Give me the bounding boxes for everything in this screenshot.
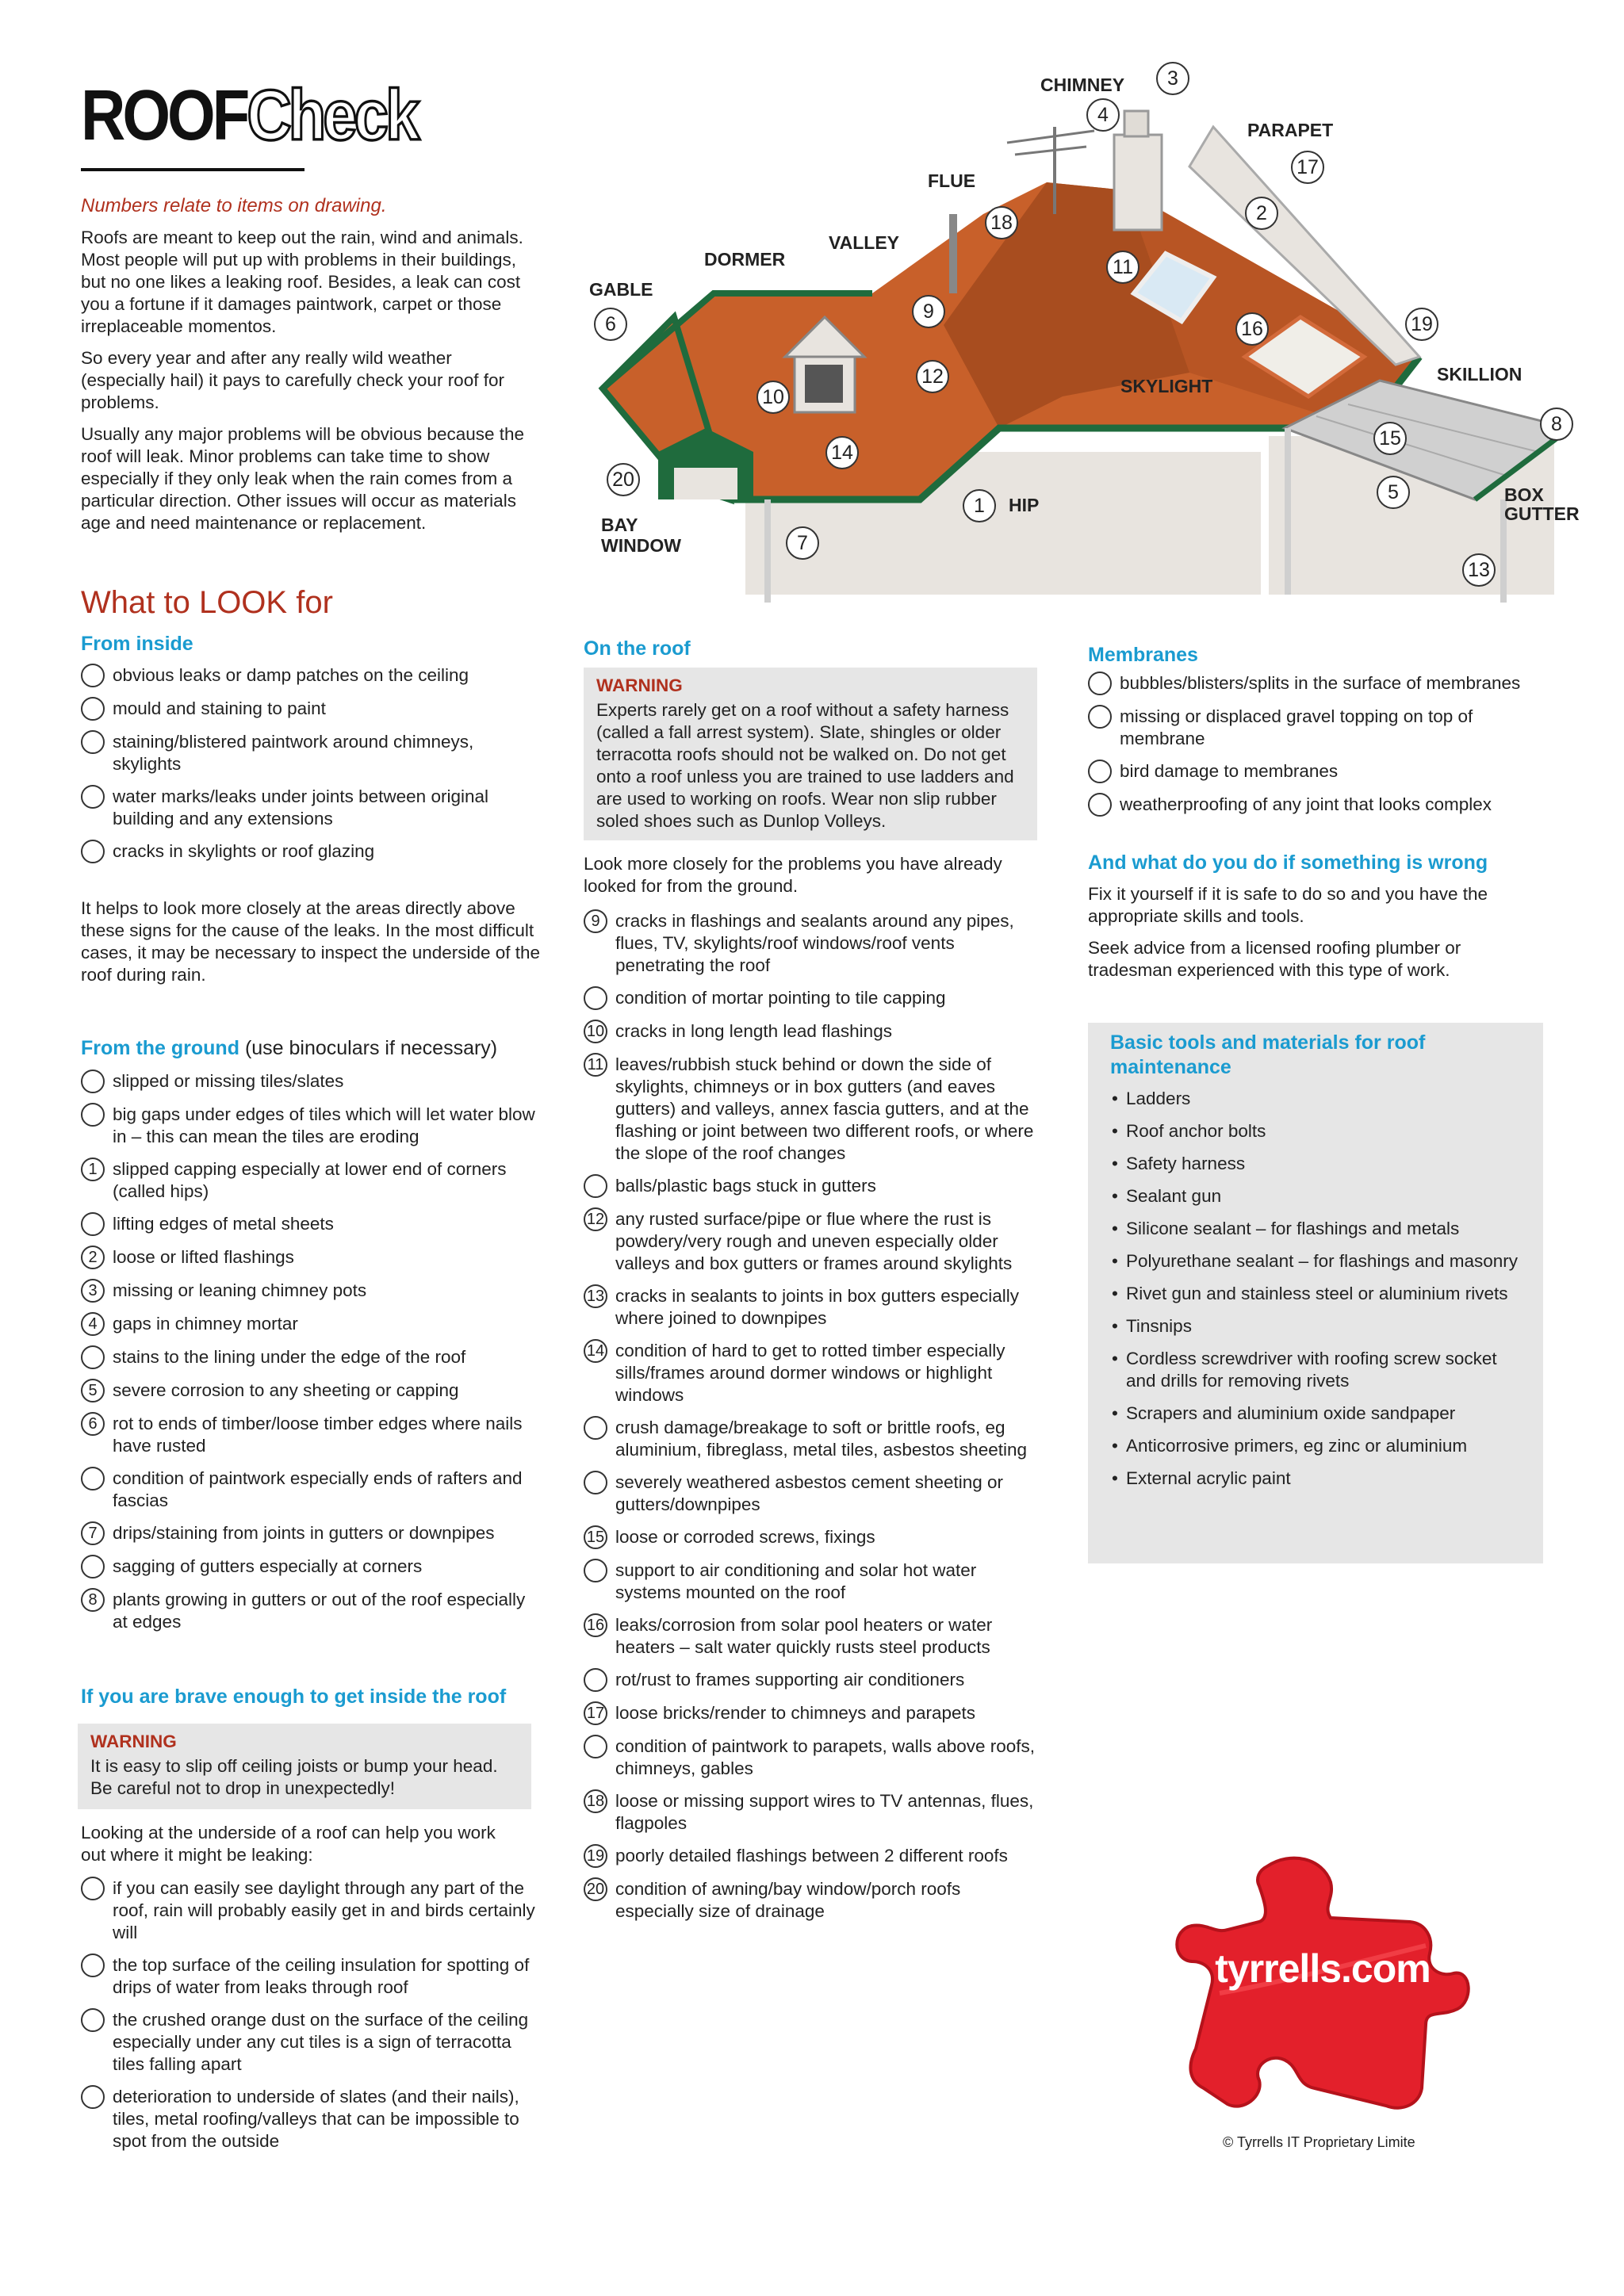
label-bay: BAY [601, 515, 638, 535]
intro-text [81, 227, 541, 534]
label-hip: HIP [1009, 495, 1040, 515]
checklist-item [81, 698, 541, 721]
checklist-item [81, 1380, 541, 1402]
label-gutter: GUTTER [1504, 503, 1580, 524]
checklist-item [81, 1522, 541, 1545]
callout-1: 1 [963, 489, 996, 522]
callout-19: 19 [1405, 308, 1438, 341]
inside-roof-list [81, 1877, 541, 2163]
callout-9: 9 [912, 295, 945, 328]
item-text: mould and staining to paint [113, 698, 326, 718]
checkbox-icon[interactable] [81, 785, 105, 809]
item-text: condition of paintwork especially ends of rafters and fascias [113, 1468, 523, 1510]
tool-item: • Scrapers and aluminium oxide sandpaper [1110, 1402, 1521, 1425]
callout-20: 20 [607, 463, 640, 496]
tool-item: • Tinsnips [1110, 1315, 1521, 1337]
checklist-item [584, 1054, 1036, 1165]
item-text: any rusted surface/pipe or flue where the rust is powdery/very rough and uneven especially older valleys and box gutters or frames around skylights [615, 1209, 1013, 1273]
callout-12: 12 [916, 360, 949, 393]
item-text: slipped or missing tiles/slates [113, 1071, 344, 1091]
tyrrells-logo-text: tyrrells.com [1215, 1946, 1431, 1991]
checkbox-icon[interactable] [81, 2008, 105, 2032]
item-text: the crushed orange dust on the surface of the ceiling especially under any cut tiles is a sign of terracotta tiles falling apart [113, 2010, 529, 2074]
checklist-item [584, 1878, 1036, 1923]
item-text: support to air conditioning and solar hot water systems mounted on the roof [615, 1560, 977, 1602]
tool-item: • Rivet gun and stainless steel or aluminium rivets [1110, 1283, 1521, 1305]
checklist-item [584, 910, 1036, 977]
checklist-item [81, 1877, 541, 1944]
checkbox-icon[interactable] [584, 1735, 607, 1758]
callout-15: 15 [1373, 422, 1407, 455]
tools-box [1088, 1023, 1543, 1563]
wrong-paragraph: Seek advice from a licensed roofing plumber or tradesman experienced with this type of work. [1088, 938, 1461, 980]
item-text: obvious leaks or damp patches on the ceiling [113, 665, 469, 685]
checklist-item [81, 1158, 541, 1203]
checklist-item [584, 1790, 1036, 1835]
item-text: cracks in sealants to joints in box gutters especially where joined to downpipes [615, 1286, 1019, 1328]
checkbox-icon[interactable]: 13 [584, 1284, 607, 1308]
checklist-item [81, 664, 541, 687]
checklist-item [584, 1285, 1036, 1330]
tool-item: • External acrylic paint [1110, 1468, 1521, 1490]
item-text: loose or lifted flashings [113, 1247, 294, 1267]
roof-illustration [587, 55, 1618, 610]
item-text: missing or displaced gravel topping on top of membrane [1120, 706, 1473, 748]
item-text: bubbles/blisters/splits in the surface of membranes [1120, 673, 1521, 693]
item-text: staining/blistered paintwork around chimneys, skylights [113, 732, 474, 774]
logo-underline [81, 168, 304, 171]
item-text: big gaps under edges of tiles which will let water blow in – this can mean the tiles are eroding [113, 1104, 535, 1146]
item-text: severely weathered asbestos cement sheeting or gutters/downpipes [615, 1472, 1004, 1514]
label-valley: VALLEY [829, 232, 900, 253]
checkbox-icon[interactable]: 18 [584, 1789, 607, 1813]
callout-3: 3 [1156, 62, 1189, 95]
label-gable: GABLE [589, 279, 653, 300]
checklist-item [584, 1340, 1036, 1406]
tool-item: • Polyurethane sealant – for flashings and masonry [1110, 1250, 1521, 1272]
checkbox-icon[interactable]: 6 [81, 1412, 105, 1436]
item-text: slipped capping especially at lower end of corners (called hips) [113, 1159, 507, 1201]
item-text: poorly detailed flashings between 2 different roofs [615, 1846, 1008, 1866]
label-skillion: SKILLION [1437, 364, 1522, 385]
checklist-item [81, 1280, 541, 1303]
checkbox-icon[interactable]: 17 [584, 1701, 607, 1725]
label-box: BOX [1504, 484, 1544, 505]
inside-roof-note: Looking at the underside of a roof can help you work out where it might be leaking: [81, 1823, 496, 1865]
checkbox-icon[interactable]: 2 [81, 1246, 105, 1269]
checklist-item [584, 1669, 1036, 1692]
checkbox-icon[interactable]: 3 [81, 1279, 105, 1303]
tool-item: • Silicone sealant – for flashings and metals [1110, 1218, 1521, 1240]
inside-roof-warning [78, 1724, 531, 1809]
checkbox-icon[interactable] [81, 1954, 105, 1977]
checkbox-icon[interactable] [81, 1212, 105, 1236]
item-text: leaks/corrosion from solar pool heaters or water heaters – salt water quickly rusts steel products [615, 1615, 993, 1657]
checkbox-icon[interactable] [81, 1877, 105, 1900]
callout-16: 16 [1235, 312, 1269, 346]
checklist-item [584, 987, 1036, 1010]
item-text: balls/plastic bags stuck in gutters [615, 1176, 876, 1196]
checkbox-icon[interactable] [1088, 705, 1112, 729]
checklist-item [584, 1208, 1036, 1275]
label-chimney: CHIMNEY [1040, 75, 1125, 95]
checkbox-icon[interactable]: 16 [584, 1613, 607, 1637]
on-roof-note: Look more closely for the problems you have already looked for from the ground. [584, 854, 1002, 896]
checklist-item [81, 1556, 541, 1578]
checklist-item [584, 1702, 1036, 1725]
tool-item: • Ladders [1110, 1088, 1521, 1110]
checklist-item [81, 1104, 541, 1148]
intro-paragraph: Roofs are meant to keep out the rain, wind and animals. Most people will put up with problems in their buildings, but no one likes a leaking roof. Besides, a leak can cost you a fortune if it damages paintwork, carpet or those irreplaceable momentos. [81, 228, 523, 336]
label-window: WINDOW [601, 535, 681, 556]
checkbox-icon[interactable] [81, 1070, 105, 1093]
item-text: drips/staining from joints in gutters or downpipes [113, 1523, 495, 1543]
item-text: condition of mortar pointing to tile capping [615, 988, 946, 1008]
checklist-item [584, 1614, 1036, 1659]
warning-title: WARNING [596, 675, 683, 695]
callout-4: 4 [1086, 98, 1120, 132]
checklist-item [584, 1845, 1036, 1868]
callout-17: 17 [1291, 151, 1324, 184]
checkbox-icon[interactable]: 14 [584, 1339, 607, 1363]
warning-title: WARNING [90, 1732, 177, 1751]
item-text: lifting edges of metal sheets [113, 1214, 334, 1234]
checklist-item [584, 1559, 1036, 1604]
from-inside-note: It helps to look more closely at the areas directly above these signs for the cause of the leaks. In the most difficult cases, it may be necessary to inspect the underside of the roof during rain. [81, 898, 541, 985]
look-for-title: What to LOOK for [81, 585, 333, 620]
warning-text: It is easy to slip off ceiling joists or bump your head. Be careful not to drop in unexpectedly! [90, 1756, 498, 1798]
item-text: cracks in flashings and sealants around any pipes, flues, TV, skylights/roof windows/roof vents penetrating the roof [615, 911, 1014, 975]
label-dormer: DORMER [704, 249, 786, 270]
checkbox-icon[interactable] [81, 1103, 105, 1127]
tool-item: • Roof anchor bolts [1110, 1120, 1521, 1142]
callout-6: 6 [594, 308, 627, 341]
checkbox-icon[interactable]: 1 [81, 1158, 105, 1181]
checklist-item [81, 1313, 541, 1336]
tool-item: • Safety harness [1110, 1153, 1521, 1175]
checkbox-icon[interactable] [584, 1559, 607, 1582]
checkbox-icon[interactable]: 20 [584, 1877, 607, 1901]
item-text: if you can easily see daylight through any part of the roof, rain will probably easily get in and birds certainly will [113, 1878, 535, 1942]
wrong-paragraph: Fix it yourself if it is safe to do so and you have the appropriate skills and tools. [1088, 884, 1488, 926]
checklist-item [1088, 760, 1548, 783]
item-text: crush damage/breakage to soft or brittle roofs, eg aluminium, fibreglass, metal tiles, asbestos sheeting [615, 1418, 1027, 1460]
checkbox-icon[interactable]: 12 [584, 1207, 607, 1231]
checklist-item [584, 1020, 1036, 1043]
checkbox-icon[interactable] [1088, 672, 1112, 695]
intro-paragraph: Usually any major problems will be obvious because the roof will leak. Minor problems can take time to show especially if they only leak when the rain comes from a particular direction. Other issues will occur as materials age and need maintenance or replacement. [81, 424, 525, 533]
checklist-item [1088, 672, 1548, 695]
logo-roof-text: ROOF [81, 75, 247, 155]
checkbox-icon[interactable] [1088, 760, 1112, 783]
wrong-heading: And what do you do if something is wrong [1088, 851, 1488, 874]
checkbox-icon[interactable] [584, 1668, 607, 1692]
callout-13: 13 [1462, 553, 1496, 587]
checklist-item [584, 1175, 1036, 1198]
from-ground-heading-text: From the ground [81, 1037, 239, 1059]
checkbox-icon[interactable] [81, 840, 105, 863]
item-text: cracks in long length lead flashings [615, 1021, 892, 1041]
checkbox-icon[interactable] [81, 730, 105, 754]
checkbox-icon[interactable] [81, 1555, 105, 1578]
item-text: stains to the lining under the edge of the roof [113, 1347, 466, 1367]
from-ground-heading-note: (use binoculars if necessary) [244, 1037, 498, 1059]
checklist-item [81, 1346, 541, 1369]
from-inside-list [81, 664, 541, 874]
item-text: weatherproofing of any joint that looks complex [1120, 794, 1492, 814]
checkbox-icon[interactable]: 4 [81, 1312, 105, 1336]
callout-7: 7 [786, 526, 819, 560]
callout-14: 14 [825, 436, 859, 469]
checkbox-icon[interactable] [584, 1416, 607, 1440]
checkbox-icon[interactable]: 7 [81, 1521, 105, 1545]
tool-item: • Anticorrosive primers, eg zinc or aluminium [1110, 1435, 1521, 1457]
checkbox-icon[interactable]: 9 [584, 909, 607, 933]
checkbox-icon[interactable]: 10 [584, 1020, 607, 1043]
label-skylight: SKYLIGHT [1120, 376, 1213, 396]
item-text: sagging of gutters especially at corners [113, 1556, 423, 1576]
callout-10: 10 [756, 381, 790, 414]
item-text: condition of hard to get to rotted timber especially sills/frames around dormer windows or highlight windows [615, 1341, 1005, 1405]
checkbox-icon[interactable]: 11 [584, 1053, 607, 1077]
item-text: gaps in chimney mortar [113, 1314, 298, 1334]
wrong-text [1088, 883, 1540, 982]
checklist-item [81, 2009, 541, 2076]
from-inside-heading: From inside [81, 633, 193, 655]
callout-18: 18 [985, 206, 1018, 239]
callout-2: 2 [1245, 197, 1278, 230]
on-roof-warning [584, 668, 1037, 840]
item-text: rot/rust to frames supporting air conditioners [615, 1670, 965, 1689]
checklist-item [81, 731, 541, 775]
checklist-item [81, 2086, 541, 2152]
checkbox-icon[interactable] [584, 1471, 607, 1494]
checklist-item [81, 1070, 541, 1093]
item-text: water marks/leaks under joints between original building and any extensions [113, 786, 488, 828]
item-text: plants growing in gutters or out of the roof especially at edges [113, 1590, 526, 1632]
logo-check-text: Check [247, 75, 417, 155]
checklist-item [81, 1589, 541, 1633]
item-text: cracks in skylights or roof glazing [113, 841, 375, 861]
checklist-item [81, 1954, 541, 1999]
checkbox-icon[interactable] [81, 1467, 105, 1490]
checklist-item [81, 1246, 541, 1269]
membranes-heading: Membranes [1088, 644, 1198, 666]
warning-text: Experts rarely get on a roof without a safety harness (called a fall arrest system). Slate, shingles or older terracotta roofs should not be walked on. Do not get onto a roof unless you are trained to use ladders and are used to working on roofs. Wear non slip rubber soled shoes such as Dunlop Volleys. [596, 700, 1014, 831]
tool-item: • Cordless screwdriver with roofing screw socket and drills for removing rivets [1110, 1348, 1521, 1392]
checkbox-icon[interactable]: 19 [584, 1844, 607, 1868]
roof-diagram [587, 55, 1618, 610]
checkbox-icon[interactable] [584, 1174, 607, 1198]
checklist-item [584, 1735, 1036, 1780]
item-text: bird damage to membranes [1120, 761, 1339, 781]
numbers-note: Numbers relate to items on drawing. [81, 195, 387, 216]
checklist-item [81, 1413, 541, 1457]
tyrrells-logo [1172, 1850, 1473, 2120]
item-text: loose or missing support wires to TV antennas, flues, flagpoles [615, 1791, 1034, 1833]
item-text: missing or leaning chimney pots [113, 1280, 367, 1300]
checklist-item [81, 1213, 541, 1236]
callout-11: 11 [1106, 251, 1139, 284]
item-text: loose bricks/render to chimneys and parapets [615, 1703, 975, 1723]
checkbox-icon[interactable] [81, 1345, 105, 1369]
item-text: condition of paintwork to parapets, walls above roofs, chimneys, gables [615, 1736, 1036, 1778]
checkbox-icon[interactable]: 15 [584, 1525, 607, 1549]
checkbox-icon[interactable] [81, 664, 105, 687]
copyright: © Tyrrells IT Proprietary Limite [1223, 2134, 1415, 2150]
inside-roof-heading: If you are brave enough to get inside the roof [81, 1686, 507, 1708]
on-roof-list [584, 910, 1036, 1933]
checklist-item [1088, 794, 1548, 817]
checklist-item [81, 840, 541, 863]
label-flue: FLUE [928, 170, 976, 191]
checklist-item [584, 1526, 1036, 1549]
checkbox-icon[interactable] [1088, 793, 1112, 817]
item-text: condition of awning/bay window/porch roofs especially size of drainage [615, 1879, 961, 1921]
label-parapet: PARAPET [1247, 120, 1334, 140]
checklist-item [81, 786, 541, 830]
roofcheck-logo [81, 75, 417, 155]
checklist-item [1088, 706, 1548, 750]
callout-5: 5 [1377, 476, 1410, 509]
callout-8: 8 [1540, 408, 1573, 441]
item-text: the top surface of the ceiling insulation for spotting of drips of water from leaks through roof [113, 1955, 530, 1997]
item-text: deterioration to underside of slates (and their nails), tiles, metal roofing/valleys that can be impossible to spot from the outside [113, 2087, 519, 2151]
checkbox-icon[interactable]: 5 [81, 1379, 105, 1402]
on-roof-heading: On the roof [584, 637, 691, 660]
intro-paragraph: So every year and after any really wild weather (especially hail) it pays to carefully check your roof for problems. [81, 348, 504, 412]
tools-heading: Basic tools and materials for roof maintenance [1110, 1031, 1426, 1078]
checkbox-icon[interactable]: 8 [81, 1588, 105, 1612]
item-text: loose or corroded screws, fixings [615, 1527, 875, 1547]
membranes-list [1088, 672, 1548, 827]
checklist-item [584, 1471, 1036, 1516]
checkbox-icon[interactable] [81, 697, 105, 721]
checkbox-icon[interactable] [584, 986, 607, 1010]
item-text: rot to ends of timber/loose timber edges where nails have rusted [113, 1414, 523, 1456]
checkbox-icon[interactable] [81, 2085, 105, 2109]
item-text: severe corrosion to any sheeting or capping [113, 1380, 459, 1400]
tool-item: • Sealant gun [1110, 1185, 1521, 1207]
item-text: leaves/rubbish stuck behind or down the side of skylights, chimneys or in box gutters (and eaves gutters) and valleys, annex fascia gutters, and at the flashing or joint between two different roofs, or where the slope of the roof changes [615, 1054, 1034, 1163]
from-ground-list [81, 1070, 541, 1644]
checklist-item [81, 1468, 541, 1512]
checklist-item [584, 1417, 1036, 1461]
from-ground-heading [81, 1037, 497, 1060]
